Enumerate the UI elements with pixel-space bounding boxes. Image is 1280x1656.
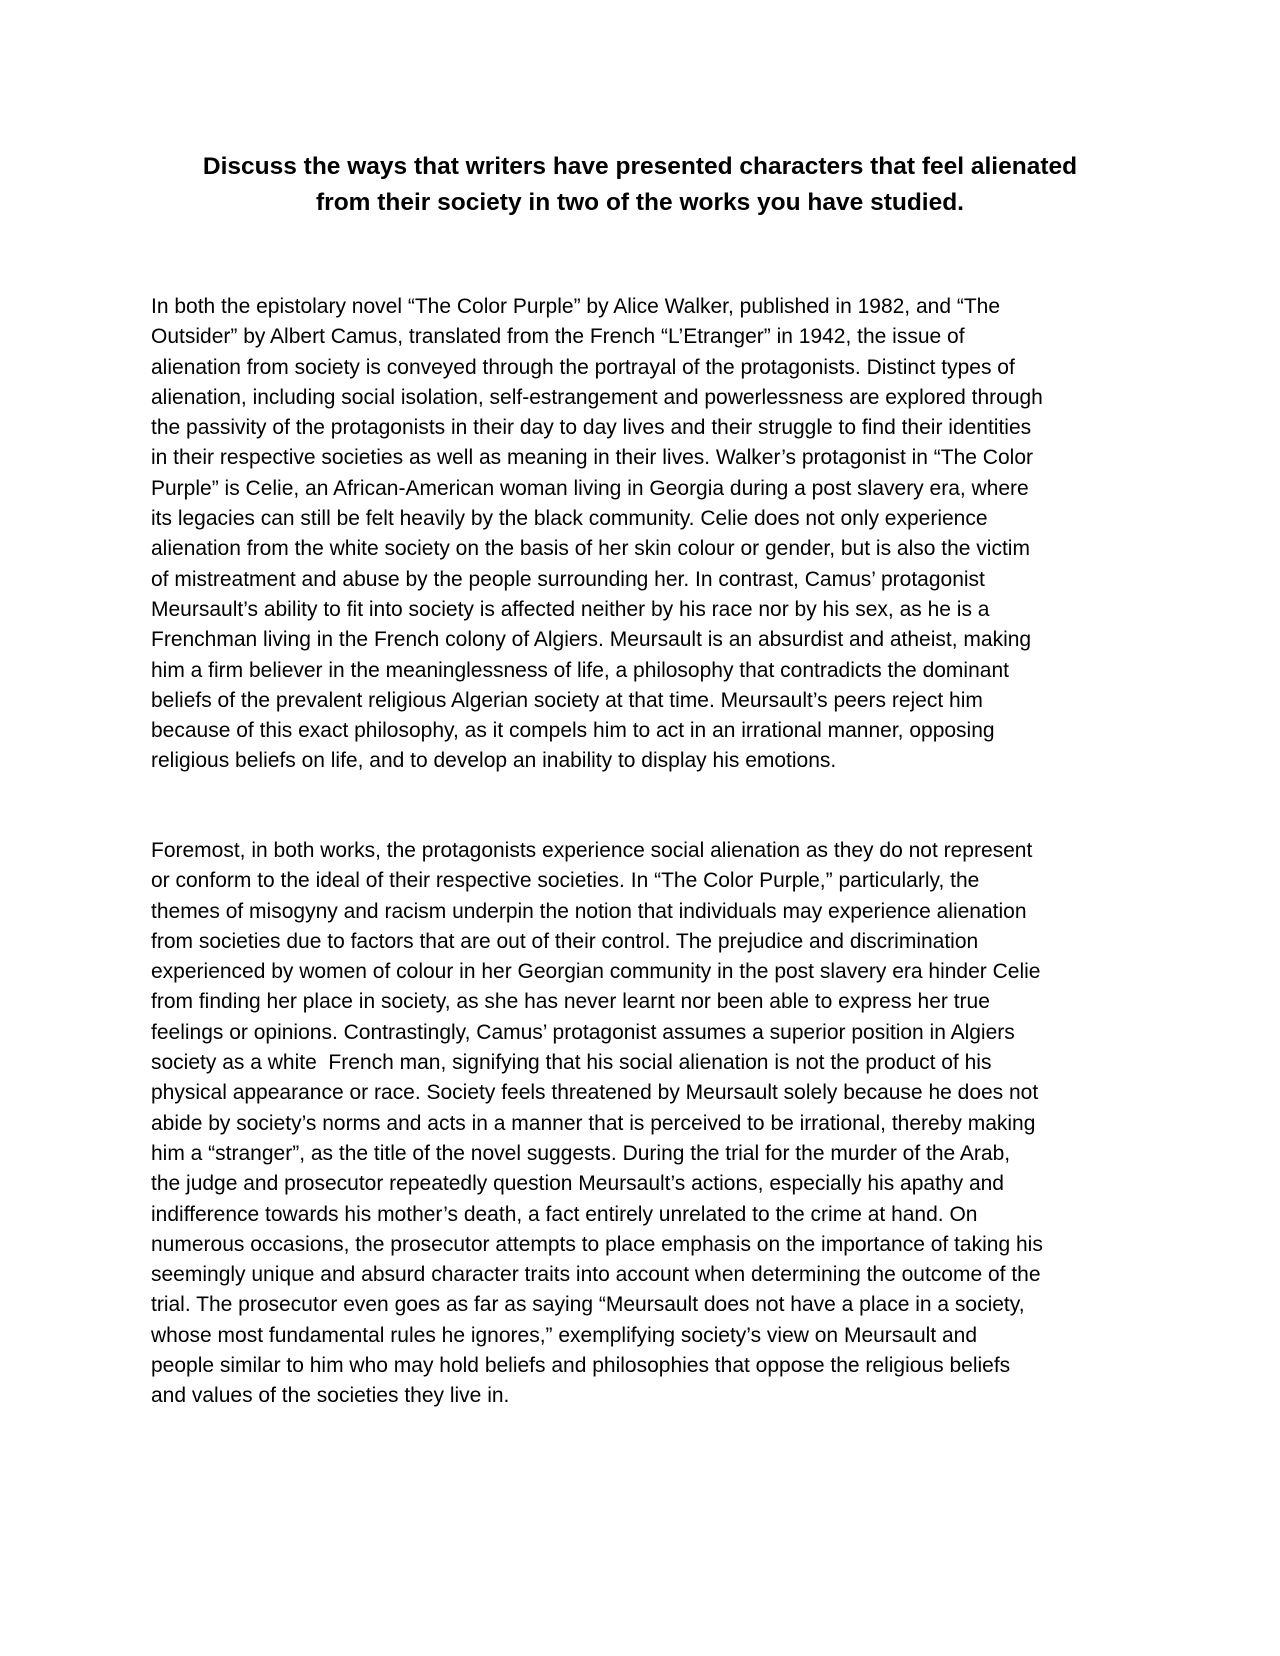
paragraph-line: themes of misogyny and racism underpin the notion that individuals may experience alienation [151,899,1027,923]
paragraph-line: alienation from the white society on the basis of her skin colour or gender, but is also the victim [151,537,1030,561]
paragraph-line: him a “stranger”, as the title of the novel suggests. During the trial for the murder of the Arab, [151,1141,1011,1165]
paragraph-line: and values of the societies they live in. [151,1384,510,1408]
body-paragraph-2 [151,836,1151,1412]
paragraph-line: the judge and prosecutor repeatedly question Meursault’s actions, especially his apathy and [151,1172,1004,1196]
paragraph-line: people similar to him who may hold beliefs and philosophies that oppose the religious beliefs [151,1354,1011,1378]
paragraph-line: its legacies can still be felt heavily by the black community. Celie does not only experience [151,507,988,531]
paragraph-line: numerous occasions, the prosecutor attempts to place emphasis on the importance of taking his [151,1232,1043,1256]
paragraph-line: because of this exact philosophy, as it compels him to act in an irrational manner, opposing [151,719,995,743]
paragraph-line: in their respective societies as well as meaning in their lives. Walker’s protagonist in “The Color [151,446,1033,470]
paragraph-line: Purple” is Celie, an African-American woman living in Georgia during a post slavery era, where [151,476,1029,500]
paragraph-line: experienced by women of colour in her Georgian community in the post slavery era hinder Celie [151,960,1041,984]
paragraph-line: the passivity of the protagonists in their day to day lives and their struggle to find their identities [151,416,1032,440]
paragraph-line: society as a white French man, signifying that his social alienation is not the product of his [151,1051,992,1075]
paragraph-line: abide by society’s norms and acts in a manner that is perceived to be irrational, thereby making [151,1111,1036,1135]
paragraph-line: alienation, including social isolation, self-estrangement and powerlessness are explored through [151,385,1043,409]
paragraph-line: Meursault’s ability to fit into society is affected neither by his race nor by his sex, as he is a [151,597,990,621]
paragraph-line: Frenchman living in the French colony of Algiers. Meursault is an absurdist and atheist, making [151,628,1032,652]
paragraph-line: beliefs of the prevalent religious Algerian society at that time. Meursault’s peers reject him [151,688,983,712]
paragraph-line: from societies due to factors that are out of their control. The prejudice and discrimination [151,929,979,953]
paragraph-line: seemingly unique and absurd character traits into account when determining the outcome of the [151,1263,1041,1287]
paragraph-line: religious beliefs on life, and to develop an inability to display his emotions. [151,749,837,773]
paragraph-line: Outsider” by Albert Camus, translated from the French “L’Etranger” in 1942, the issue of [151,325,965,349]
paragraph-line: feelings or opinions. Contrastingly, Camus’ protagonist assumes a superior position in Algiers [151,1020,1015,1044]
essay-title-line: from their society in two of the works you have studied. [316,189,964,216]
paragraph-line: of mistreatment and abuse by the people surrounding her. In contrast, Camus’ protagonist [151,567,985,591]
paragraph-line: him a firm believer in the meaninglessness of life, a philosophy that contradicts the dominant [151,658,1009,682]
paragraph-line: from finding her place in society, as she has never learnt nor been able to express her true [151,990,990,1014]
paragraph-line: indifference towards his mother’s death, a fact entirely unrelated to the crime at hand. On [151,1202,978,1226]
essay-title [150,149,1130,221]
paragraph-line: alienation from society is conveyed through the portrayal of the protagonists. Distinct types of [151,355,1015,379]
essay-title-line: Discuss the ways that writers have presented characters that feel alienated [202,153,1078,180]
paragraph-line: whose most fundamental rules he ignores,” exemplifying society’s view on Meursault and [151,1323,978,1347]
paragraph-line: or conform to the ideal of their respective societies. In “The Color Purple,” particularly, the [151,869,980,893]
paragraph-line: physical appearance or race. Society feels threatened by Meursault solely because he does not [151,1081,1039,1105]
body-paragraph-1 [151,292,1151,777]
paragraph-line: In both the epistolary novel “The Color Purple” by Alice Walker, published in 1982, and “The [151,295,1001,318]
paragraph-line: trial. The prosecutor even goes as far as saying “Meursault does not have a place in a society, [151,1293,1025,1317]
paragraph-line: Foremost, in both works, the protagonists experience social alienation as they do not represent [151,839,1033,862]
